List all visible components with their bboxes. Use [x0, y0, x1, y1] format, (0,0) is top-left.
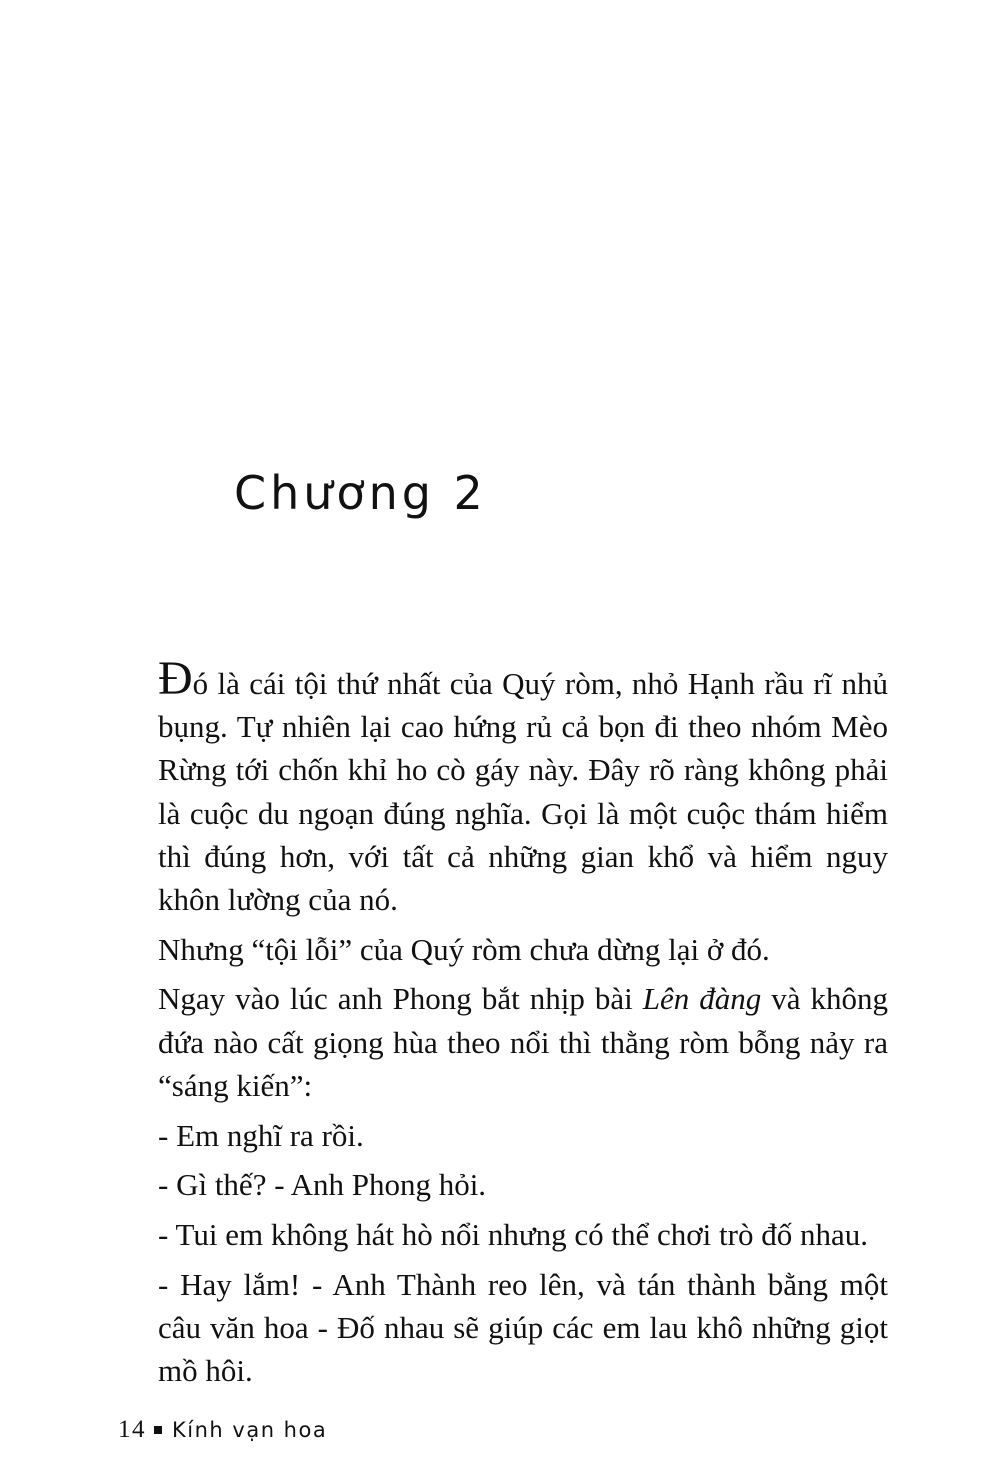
paragraph-1-text: ó là cái tội thứ nhất của Quý ròm, nhỏ Hạnh rầu rĩ nhủ bụng. Tự nhiên lại cao hứng rủ cả bọn đi theo nhóm Mèo Rừng tới chốn khỉ ho cò gáy này. Đây rõ ràng không phải là cuộc du ngoạn đúng nghĩa. Gọi là một cuộc thám hiểm thì đúng hơn, với tất cả những gian khổ và hiểm nguy khôn lường của nó.	[158, 666, 888, 918]
chapter-title: Chương 2	[234, 466, 487, 520]
paragraph-3-before: Ngay vào lúc anh Phong bắt nhịp bài	[158, 981, 643, 1017]
dialogue-line-2: - Gì thế? - Anh Phong hỏi.	[158, 1167, 487, 1203]
dialogue-line-3: - Tui em không hát hò nổi nhưng có thể chơi trò đố nhau.	[158, 1216, 868, 1252]
body-text	[158, 652, 888, 1399]
dialogue-line-1: - Em nghĩ ra rồi.	[158, 1117, 364, 1153]
book-title: Kính vạn hoa	[172, 1418, 328, 1442]
paragraph-3-after: và không đứa nào cất giọng hùa theo nổi thì thằng ròm bỗng nảy ra “sáng kiến”:	[158, 981, 888, 1103]
paragraph-3	[158, 977, 888, 1107]
paragraph-2: Nhưng “tội lỗi” của Quý ròm chưa dừng lại ở đó.	[158, 931, 770, 967]
dialogue-line-4: - Hay lắm! - Anh Thành reo lên, và tán thành bằng một câu văn hoa - Đố nhau sẽ giúp các em lau khô những giọt mồ hôi.	[158, 1266, 888, 1389]
song-title: Lên đàng	[642, 981, 762, 1017]
page-number: 14	[118, 1416, 146, 1443]
paragraph-1	[158, 652, 888, 921]
page-footer	[118, 1416, 327, 1444]
drop-cap: Đ	[158, 652, 193, 705]
bullet-icon	[154, 1426, 162, 1434]
